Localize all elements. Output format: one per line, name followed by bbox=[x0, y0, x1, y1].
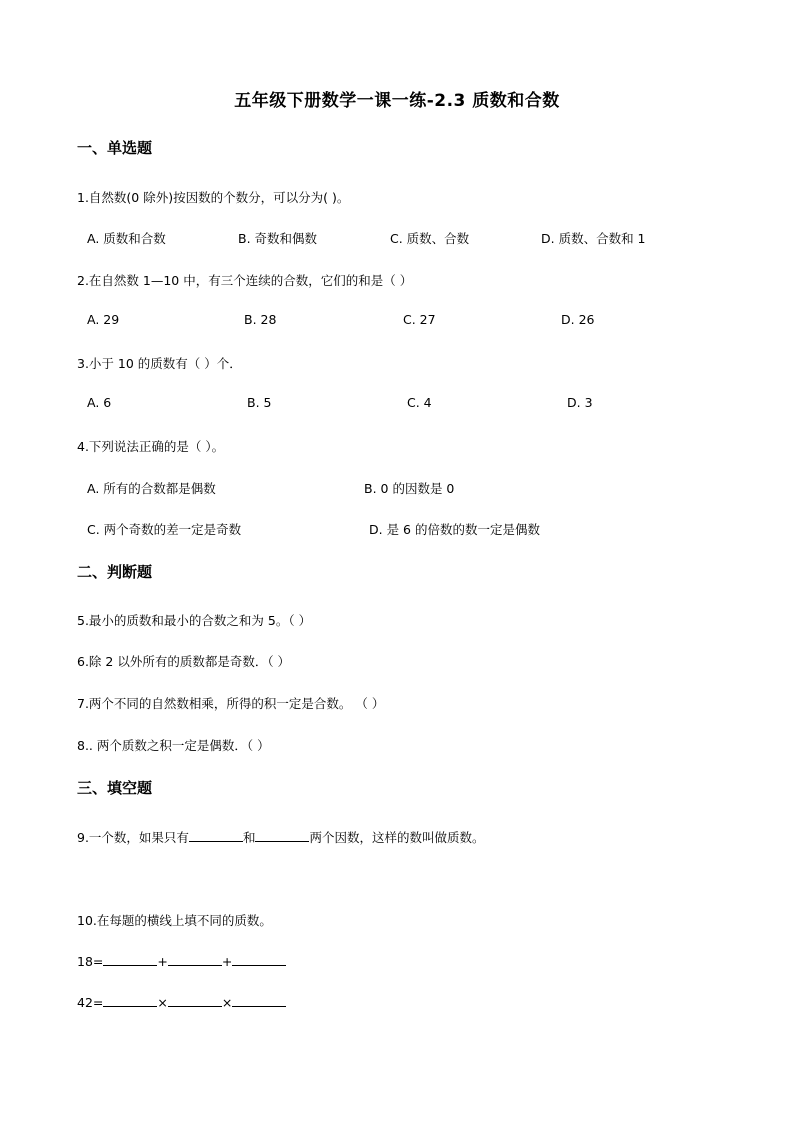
q9-text-start: 9.一个数，如果只有 bbox=[77, 830, 189, 845]
q10-line-18-blank-1[interactable] bbox=[103, 953, 157, 966]
q10-line-18-op-1: + bbox=[157, 954, 168, 969]
q3-option-d: D. 3 bbox=[567, 395, 593, 410]
q3-option-c: C. 4 bbox=[407, 395, 432, 410]
q10-line-18-blank-3[interactable] bbox=[232, 953, 286, 966]
q1-option-c: C. 质数、合数 bbox=[390, 231, 470, 246]
q4-option-b: B. 0 的因数是 0 bbox=[364, 481, 455, 496]
q10-line-18-op-2: + bbox=[221, 954, 233, 969]
question-3: 3.小于 10 的质数有（ ）个． bbox=[77, 356, 242, 371]
question-5: 5.最小的质数和最小的合数之和为 5。（ ） bbox=[77, 613, 312, 628]
question-9 bbox=[77, 828, 484, 846]
question-4: 4.下列说法正确的是（ ）。 bbox=[77, 439, 225, 454]
q3-option-b: B. 5 bbox=[247, 395, 272, 410]
section-heading-single-choice: 一、单选题 bbox=[77, 139, 153, 157]
question-2: 2.在自然数 1—10 中，有三个连续的合数，它们的和是（ ） bbox=[77, 273, 413, 288]
q10-line-42-blank-2[interactable] bbox=[168, 994, 222, 1007]
question-10: 10.在每题的横线上填不同的质数。 bbox=[77, 913, 272, 928]
q4-option-a: A. 所有的合数都是偶数 bbox=[87, 481, 216, 496]
q10-line-42-blank-1[interactable] bbox=[103, 994, 157, 1007]
q10-line-42-blank-3[interactable] bbox=[232, 994, 286, 1007]
q4-option-c: C. 两个奇数的差一定是奇数 bbox=[87, 522, 242, 537]
q10-line-42-op-1: × bbox=[157, 995, 168, 1010]
question-1: 1.自然数(0 除外)按因数的个数分，可以分为( )。 bbox=[77, 190, 350, 205]
q1-option-a: A. 质数和合数 bbox=[87, 231, 166, 246]
q2-option-d: D. 26 bbox=[561, 312, 595, 327]
q9-text-mid: 和 bbox=[242, 830, 256, 845]
q1-option-d: D. 质数、合数和 1 bbox=[541, 231, 646, 246]
q9-blank-1[interactable] bbox=[189, 829, 243, 842]
q9-blank-2[interactable] bbox=[255, 829, 309, 842]
q9-text-end: 两个因数，这样的数叫做质数。 bbox=[309, 830, 485, 845]
question-7: 7.两个不同的自然数相乘，所得的积一定是合数。 （ ） bbox=[77, 696, 385, 711]
q2-option-b: B. 28 bbox=[244, 312, 277, 327]
q3-option-a: A. 6 bbox=[87, 395, 112, 410]
section-heading-true-false: 二、判断题 bbox=[77, 563, 153, 581]
q10-line-18-prefix: 18= bbox=[77, 954, 104, 969]
q2-option-a: A. 29 bbox=[87, 312, 120, 327]
q2-option-c: C. 27 bbox=[403, 312, 436, 327]
q10-line-18-blank-2[interactable] bbox=[168, 953, 222, 966]
question-8: 8.. 两个质数之积一定是偶数．（ ） bbox=[77, 738, 270, 753]
q10-line-42-op-2: × bbox=[221, 995, 233, 1010]
q4-option-d: D. 是 6 的倍数的数一定是偶数 bbox=[369, 522, 540, 537]
section-heading-fill-in: 三、填空题 bbox=[77, 779, 153, 797]
page-title: 五年级下册数学一课一练-2.3 质数和合数 bbox=[234, 91, 560, 111]
q10-line-42-prefix: 42= bbox=[77, 995, 104, 1010]
question-6: 6.除 2 以外所有的质数都是奇数．（ ） bbox=[77, 654, 291, 669]
q1-option-b: B. 奇数和偶数 bbox=[238, 231, 318, 246]
q10-line-42 bbox=[77, 994, 286, 1010]
q10-line-18 bbox=[77, 953, 286, 969]
